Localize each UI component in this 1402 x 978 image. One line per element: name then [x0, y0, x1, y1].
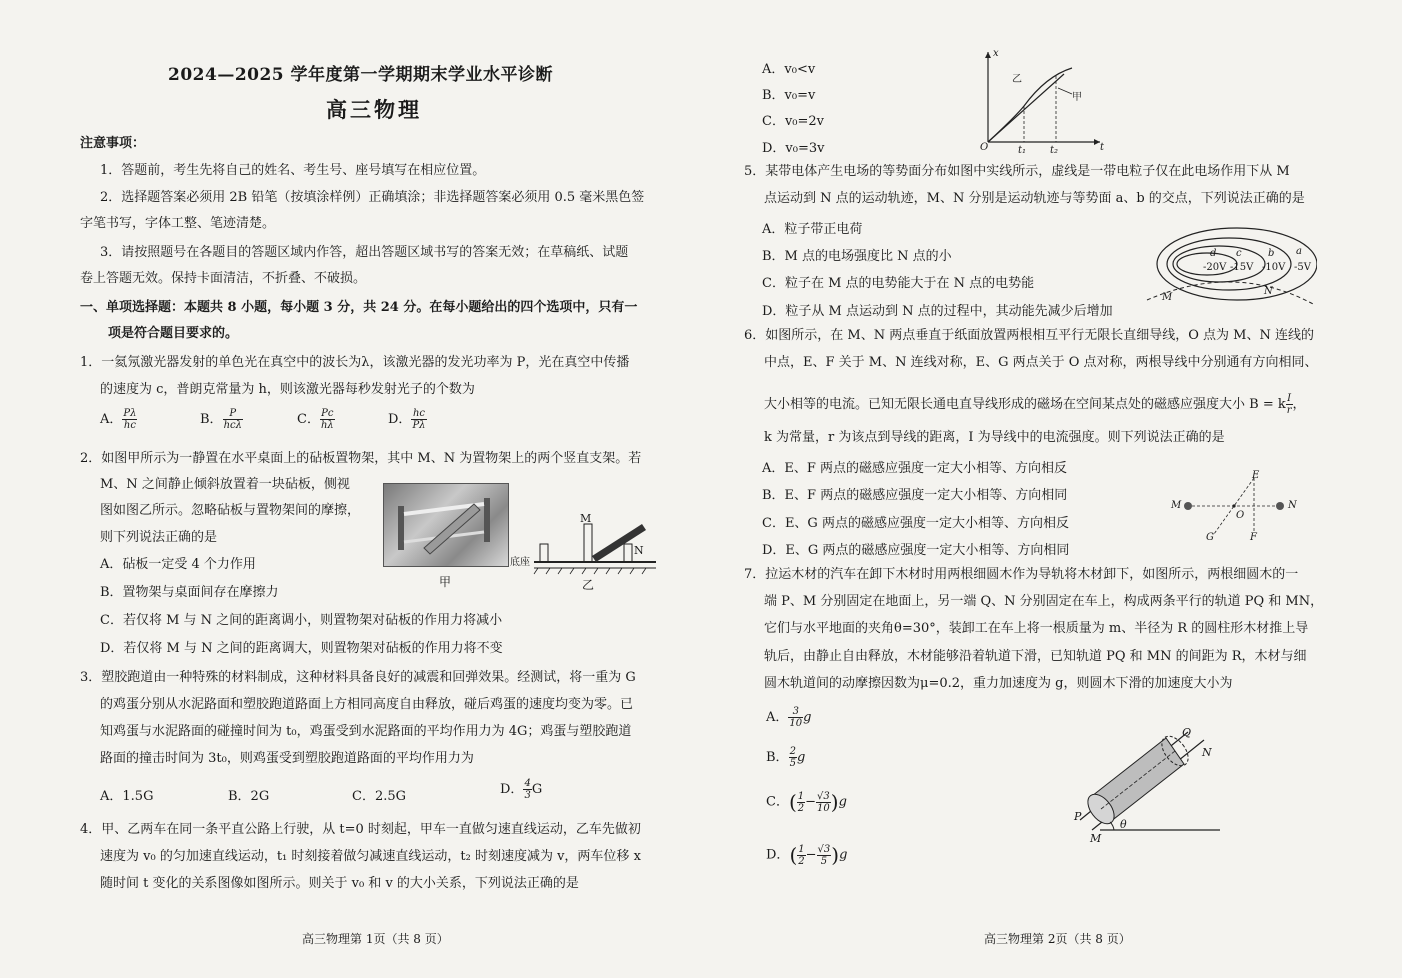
q7-option-c: C．( $\frac{1}{2}$ − $\frac{√3}{10}$ )g — [766, 790, 847, 814]
question-3-text: 路面的撞击时间为 3t₀，则鸡蛋受到塑胶跑道路面的平均作用力为 — [100, 751, 474, 766]
notice-heading: 注意事项： — [80, 136, 146, 151]
question-6-text: 中点，E、F 关于 M、N 连线对称，E、G 两点关于 O 点对称，两根导线中分别通有方向相同、 — [764, 355, 1318, 370]
wires-diagram — [1170, 470, 1300, 544]
question-7-text: 轨后，由静止自由释放，木材能够沿着轨道下滑，已知轨道 PQ 和 MN 的间距为 R，木材与细 — [764, 649, 1307, 664]
surface-label-b: b — [1268, 248, 1275, 259]
question-7-text: 圆木轨道间的动摩擦因数为μ=0.2，重力加速度为 g，则圆木下滑的加速度大小为 — [764, 676, 1233, 691]
q4-option-c: C．v₀=2v — [762, 114, 825, 129]
question-5-text: 点运动到 N 点的运动轨迹，M、N 分别是运动轨迹与等势面 a、b 的交点，下列说法正确的是 — [764, 191, 1305, 206]
question-5: 5．某带电体产生电场的等势面分布如图中实线所示，虚线是一带电粒子仅在此电场作用下从 M — [744, 164, 1290, 179]
question-2-text: M、N 之间静止倾斜放置着一块砧板，侧视 — [100, 477, 350, 492]
notice-item: 3．请按照题号在各题目的答题区域内作答，超出答题区域书写的答案无效；在草稿纸、试题 — [100, 245, 629, 260]
page-footer-left: 高三物理第 1页（共 8 页） — [302, 932, 449, 946]
q5-option-b: B．M 点的电场强度比 N 点的小 — [762, 249, 952, 264]
potential-label: -20V — [1203, 262, 1227, 273]
question-7: 7．拉运木材的汽车在卸下木材时用两根细圆木作为导轨将木材卸下，如图所示，两根细圆木的一 — [744, 567, 1299, 582]
question-7-text: 端 P、M 分别固定在地面上，另一端 Q、N 分别固定在车上，构成两条平行的轨道 PQ 和 MN， — [764, 594, 1324, 609]
q5-option-c: C．粒子在 M 点的电势能大于在 N 点的电势能 — [762, 276, 1035, 291]
potential-label: -10V — [1262, 262, 1286, 273]
q5-option-a: A．粒子带正电荷 — [762, 222, 863, 237]
figure-label-yi: 乙 — [582, 578, 595, 592]
question-2-text: 图如图乙所示。忽略砧板与置物架间的摩擦， — [100, 503, 361, 518]
cutting-board-rack-photo — [383, 483, 509, 567]
question-3-text: 知鸡蛋与水泥路面的碰撞时间为 t₀，鸡蛋受到水泥路面的平均作用力为 4G；鸡蛋与塑胶跑道 — [100, 724, 632, 739]
point-m-label: M — [1162, 292, 1173, 303]
question-4-text: 速度为 v₀ 的匀加速直线运动，t₁ 时刻接着做匀减速直线运动，t₂ 时刻速度减为 v，两车位移 x — [100, 849, 641, 864]
page-footer-right: 高三物理第 2页（共 8 页） — [984, 932, 1131, 946]
q2-option-c: C．若仅将 M 与 N 之间的距离调小，则置物架对砧板的作用力将减小 — [100, 613, 503, 628]
question-3: 3．塑胶跑道由一种特殊的材料制成，这种材料具备良好的减震和回弹效果。经测试，将一重为 G — [80, 670, 636, 685]
question-4-text: 随时间 t 变化的关系图像如图所示。则关于 v₀ 和 v 的大小关系，下列说法正确的是 — [100, 876, 579, 891]
rail-p-label: P — [1074, 810, 1082, 823]
point-f-label: F — [1250, 532, 1257, 543]
displacement-time-graph — [976, 46, 1106, 156]
figure-label-jia: 甲 — [439, 575, 452, 589]
potential-label: -5V — [1294, 262, 1311, 273]
question-6-text: 大小相等的电流。已知无限长通电直导线形成的磁场在空间某点处的磁感应强度大小 B = k $\frac{I}{r}$ ， — [764, 393, 1306, 416]
notice-item: 字笔书写，字体工整、笔迹清楚。 — [80, 216, 276, 231]
graph-t-axis-label: t — [1100, 142, 1105, 153]
q7-option-b: B． $\frac{2}{5}$ g — [766, 746, 806, 769]
q5-option-d: D．粒子从 M 点运动到 N 点的过程中，其动能先减少后增加 — [762, 304, 1113, 319]
angle-theta-label: θ — [1120, 818, 1127, 831]
wire-m-label: M — [1171, 500, 1182, 511]
q2-option-b: B．置物架与桌面间存在摩擦力 — [100, 585, 279, 600]
graph-yi-label: 乙 — [1012, 74, 1022, 85]
q4-option-b: B．v₀=v — [762, 88, 816, 103]
wire-n-label: N — [1288, 500, 1297, 511]
point-n-label: N — [1264, 286, 1273, 297]
q4-option-d: D．v₀=3v — [762, 141, 825, 156]
q4-option-a: A．v₀<v — [762, 62, 816, 77]
q3-option-b: B．2G — [228, 789, 270, 804]
q1-option-c: C． $\frac{Pc}{h\lambda}$ — [297, 408, 334, 431]
subject-title: 高三物理 — [326, 97, 422, 122]
notice-item: 1．答题前，考生先将自己的姓名、考生号、座号填写在相应位置。 — [100, 163, 486, 178]
q6-option-c: C．E、G 两点的磁感应强度一定大小相等、方向相反 — [762, 516, 1069, 531]
label-m: M — [580, 512, 592, 525]
q3-option-c: C．2.5G — [352, 789, 407, 804]
question-1-text: 的速度为 c，普朗克常量为 h，则该激光器每秒发射光子的个数为 — [100, 382, 475, 397]
q1-option-b: B． $\frac{P}{\text{hcλ}}$ — [200, 408, 242, 431]
q3-option-a: A．1.5G — [100, 789, 154, 804]
notice-item: 2．选择题答案必须用 2B 铅笔（按填涂样例）正确填涂；非选择题答案必须用 0.5 毫米黑色签 — [100, 190, 645, 205]
graph-origin-label: O — [980, 142, 989, 153]
q6-option-b: B．E、F 两点的磁感应强度一定大小相等、方向相同 — [762, 488, 1068, 503]
graph-x-axis-label: x — [993, 48, 999, 59]
q1-option-a: A． $\frac{P\lambda}{hc}$ — [100, 408, 137, 431]
question-6-text: k 为常量，r 为该点到导线的距离，I 为导线中的电流强度。则下列说法正确的是 — [764, 430, 1225, 445]
question-2: 2．如图甲所示为一静置在水平桌面上的砧板置物架，其中 M、N 为置物架上的两个竖直支架。若 — [80, 451, 642, 466]
rail-m-label: M — [1090, 832, 1102, 845]
question-4: 4．甲、乙两车在同一条平直公路上行驶，从 t=0 时刻起，甲车一直做匀速直线运动，乙车先做初 — [80, 822, 641, 837]
q6-option-a: A．E、F 两点的磁感应强度一定大小相等、方向相反 — [762, 461, 1068, 476]
label-base: 底座 — [510, 557, 530, 568]
q7-option-a: A． $\frac{3}{10}$ g — [766, 706, 812, 729]
q3-option-d: D． $\frac{4}{3}$ G — [500, 778, 543, 801]
q2-option-a: A．砧板一定受 4 个力作用 — [100, 557, 256, 572]
question-7-text: 它们与水平地面的夹角θ=30°，装卸工在车上将一根质量为 m、半径为 R 的圆柱形木材推上导 — [764, 621, 1309, 636]
section-heading: 项是符合题目要求的。 — [108, 326, 239, 341]
graph-jia-label: 甲 — [1072, 92, 1082, 103]
question-2-text: 则下列说法正确的是 — [100, 530, 218, 545]
section-heading: 一、单项选择题：本题共 8 小题，每小题 3 分，共 24 分。在每小题给出的四个选项中，只有一 — [80, 300, 638, 315]
q2-option-d: D．若仅将 M 与 N 之间的距离调大，则置物架对砧板的作用力将不变 — [100, 641, 503, 656]
point-g-label: G — [1206, 532, 1214, 543]
notice-item: 卷上答题无效。保持卡面清洁，不折叠、不破损。 — [80, 271, 367, 286]
log-on-rails-diagram — [1070, 722, 1230, 844]
label-n: N — [634, 544, 644, 557]
rail-n-label: N — [1202, 746, 1212, 759]
point-e-label: E — [1252, 470, 1260, 481]
q1-option-d: D． $\frac{hc}{P\lambda}$ — [388, 408, 426, 431]
point-o-label: O — [1236, 510, 1245, 521]
graph-t1-label: t₁ — [1018, 145, 1027, 156]
potential-label: -15V — [1230, 262, 1254, 273]
surface-label-c: c — [1236, 248, 1242, 259]
question-6: 6．如图所示，在 M、N 两点垂直于纸面放置两根相互平行无限长直细导线，O 点为 M、N 连线的 — [744, 328, 1314, 343]
graph-t2-label: t₂ — [1050, 145, 1059, 156]
surface-label-d: d — [1210, 248, 1217, 259]
question-3-text: 的鸡蛋分别从水泥路面和塑胶跑道路面上方相同高度自由释放，碰后鸡蛋的速度均变为零。已 — [100, 697, 634, 712]
q6-option-d: D．E、G 两点的磁感应强度一定大小相等、方向相同 — [762, 543, 1070, 558]
rail-q-label: Q — [1182, 726, 1192, 739]
q7-option-d: D．( $\frac{1}{2}$ − $\frac{√3}{5}$ )g — [766, 843, 848, 867]
surface-label-a: a — [1296, 246, 1302, 257]
question-1: 1．一氦氖激光器发射的单色光在真空中的波长为λ，该激光器的发光功率为 P，光在真空中传播 — [80, 355, 630, 370]
exam-title: 2024—2025 学年度第一学期期末学业水平诊断 — [168, 65, 554, 85]
